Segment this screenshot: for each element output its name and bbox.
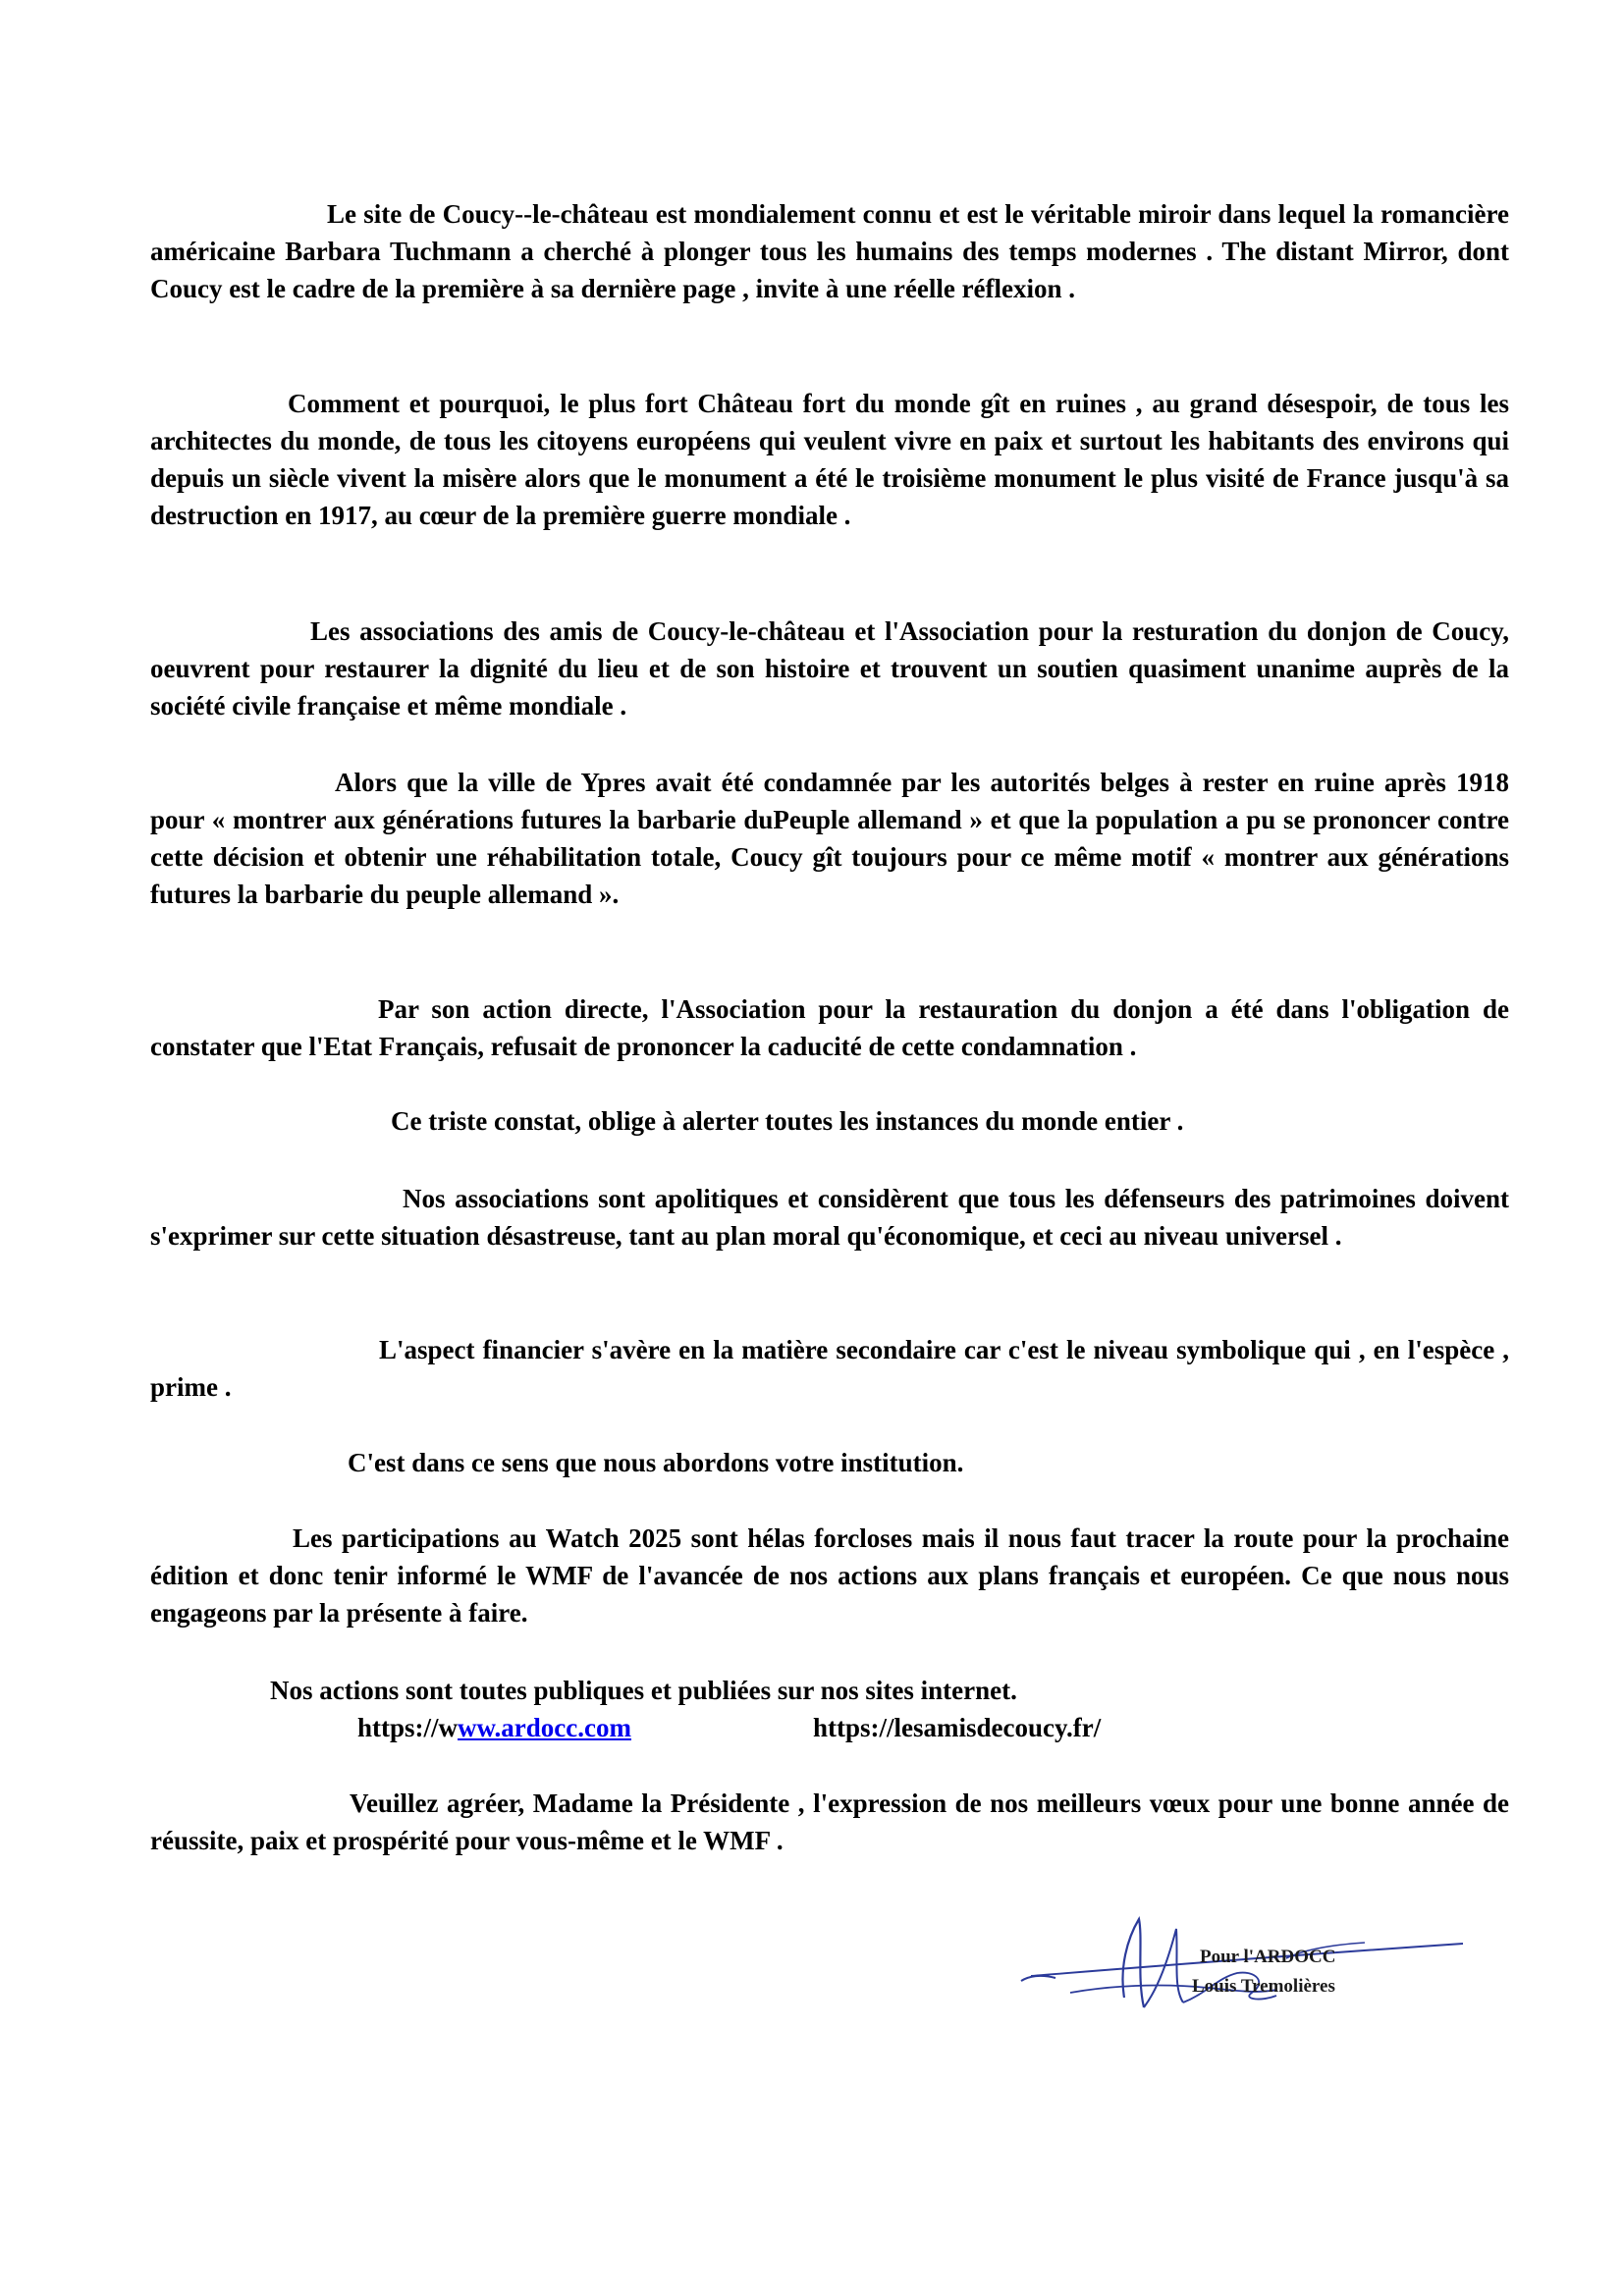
- ardocc-link-text[interactable]: ww.ardocc.com: [458, 1713, 631, 1742]
- paragraph-associations: [150, 613, 1509, 724]
- handwritten-signature: [1011, 1899, 1492, 2037]
- lesamisdecoucy-link[interactable]: https://lesamisdecoucy.fr/: [813, 1713, 1102, 1742]
- signature-block: [1011, 1899, 1492, 2037]
- ardocc-link[interactable]: [357, 1713, 631, 1742]
- ardocc-link-prefix: https://w: [357, 1713, 459, 1742]
- paragraph-direct-action: [150, 990, 1509, 1065]
- paragraph-text: Alors que la ville de Ypres avait été condamnée par les autorités belges à rester en ruine après 1918 pour « montrer aux générations futures la barbarie duPeuple allemand » et que la population a pu se prononcer contre cette décision et obtenir une réhabilitation totale, Coucy gît toujours pour ce même motif « montrer aux générations futures la barbarie du peuple allemand ».: [150, 768, 1509, 909]
- paragraph-ruins: [150, 385, 1509, 534]
- paragraph-text: Nos associations sont apolitiques et considèrent que tous les défenseurs des patrimoines doivent s'exprimer sur cette situation désastreuse, tant au plan moral qu'économique, et ceci au niveau universel .: [150, 1184, 1509, 1251]
- paragraph-sad-finding: [150, 1102, 1509, 1140]
- paragraph-text: Veuillez agréer, Madame la Présidente , l'expression de nos meilleurs vœux pour une bonne année de réussite, paix et prospérité pour vous-même et le WMF .: [150, 1789, 1509, 1855]
- paragraph-text: L'aspect financier s'avère en la matière secondaire car c'est le niveau symbolique qui , en l'espèce , prime .: [150, 1335, 1509, 1402]
- signature-line-2: Louis Tremolières: [1192, 1976, 1335, 1997]
- signature-line-1: Pour l'ARDOCC: [1200, 1947, 1336, 1967]
- paragraph-text: Le site de Coucy--le-château est mondialement connu et est le véritable miroir dans lequel la romancière américaine Barbara Tuchmann a cherché à plonger tous les humains des temps modernes . The distant Mirror, dont Coucy est le cadre de la première à sa dernière page , invite à une réelle réflexion .: [150, 199, 1509, 303]
- paragraph-coucy-site: [150, 195, 1509, 307]
- paragraph-closing: [150, 1785, 1509, 1859]
- paragraph-text: Ce triste constat, oblige à alerter toutes les instances du monde entier .: [391, 1106, 1184, 1136]
- paragraph-ypres: [150, 764, 1509, 913]
- paragraph-financial: [150, 1331, 1509, 1406]
- paragraph-watch-2025: [150, 1520, 1509, 1631]
- paragraph-text: Par son action directe, l'Association pour la restauration du donjon a été dans l'obligation de constater que l'Etat Français, refusait de prononcer la caducité de cette condamnation .: [150, 994, 1509, 1061]
- paragraph-text: Nos actions sont toutes publiques et publiées sur nos sites internet.: [270, 1676, 1017, 1705]
- paragraph-text: C'est dans ce sens que nous abordons votre institution.: [348, 1448, 964, 1477]
- paragraph-text: Les associations des amis de Coucy-le-château et l'Association pour la resturation du donjon de Coucy, oeuvrent pour restaurer la dignité du lieu et de son histoire et trouvent un soutien quasiment unanime auprès de la société civile française et même mondiale .: [150, 616, 1509, 721]
- paragraph-apolitical: [150, 1180, 1509, 1255]
- paragraph-public-actions: [150, 1672, 1509, 1709]
- paragraph-institution: [150, 1444, 1509, 1481]
- paragraph-text: Comment et pourquoi, le plus fort Château fort du monde gît en ruines , au grand désespoir, de tous les architectes du monde, de tous les citoyens européens qui veulent vivre en paix et surtout les habitants des environs qui depuis un siècle vivent la misère alors que le monument a été le troisième monument le plus visité de France jusqu'à sa destruction en 1917, au cœur de la première guerre mondiale .: [150, 389, 1509, 530]
- website-links: [150, 1709, 1509, 1746]
- paragraph-text: Les participations au Watch 2025 sont hélas forcloses mais il nous faut tracer la route pour la prochaine édition et donc tenir informé le WMF de l'avancée de nos actions aux plans français et européen. Ce que nous nous engageons par la présente à faire.: [150, 1523, 1509, 1628]
